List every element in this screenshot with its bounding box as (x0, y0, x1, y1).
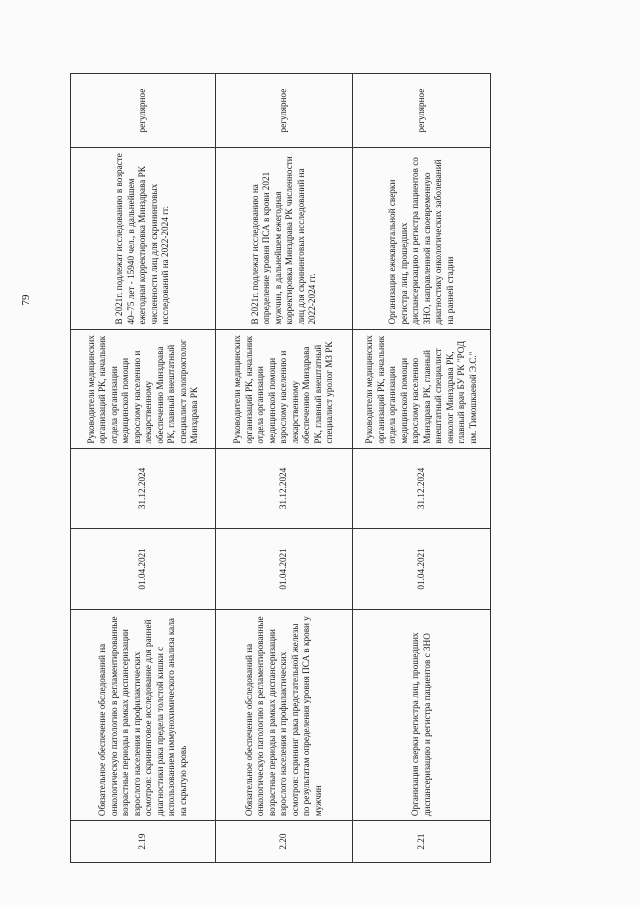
page-number: 79 (20, 294, 32, 306)
task-cell: Обязательное обеспечение обследований на онкологическую патологию в регламентированные возрастные периоды в рамках диспансеризации взрослого населения и профилактических осмотров: скрининг рака предстательной железы по результатам определения уровня ПСА в крови у мужчин (216, 609, 353, 820)
table-row (71, 74, 216, 863)
task-cell: Обязательное обеспечение обследований на онкологическую патологию в регламентированные возрастные периоды в рамках диспансеризации взрослого населения и профилактических осмотров: скрининговое исследование для ранней диагностики рака предела толстой кишки с использованием иммунохимического анализа кала на скрытую кровь (71, 609, 216, 820)
periodicity-cell: регулярное (353, 74, 491, 148)
start-date-cell: 01.04.2021 (71, 529, 216, 610)
indicator-cell: В 2021г. подлежат исследованию в возрасте 40–75 лет - 15940 чел., в дальнейшем ежегодная корректировка Минздрава РК численности лиц для скрининговых исследований на 2022-2024 гг. (71, 148, 216, 329)
indicator-cell: Организация ежеквартальной сверки регистра лиц, прошедших диспансеризацию и регистра пациентов со ЗНО, направленной на своевременную диагностику онкологических заболеваний на ранней стадии (353, 148, 491, 329)
row-number: 2.21 (353, 821, 491, 863)
end-date-cell: 31.12.2024 (71, 448, 216, 529)
responsible-cell: Руководители медицинских организаций РК, начальник отдела организации медицинской помощи взрослому населению и лекарственному обеспечению Минздрава РК, главный внештатный специалист колопроктолог Минздрава РК (71, 329, 216, 448)
responsible-cell: Руководители медицинских организаций РК, начальник отдела организации медицинской помощи взрослому населению Минздрава РК, главный внештатный специалист онколог Минздрава РК, главный врач БУ РК "РОД им. Тимошкаевой Э.С." (353, 329, 491, 448)
responsible-cell: Руководители медицинских организаций РК, начальник отдела организации медицинской помощи взрослому населению и лекарственному обеспечению Минздрава РК, главный внештатный специалист уролог МЗ РК (216, 329, 353, 448)
row-number: 2.19 (71, 821, 216, 863)
periodicity-cell: регулярное (216, 74, 353, 148)
end-date-cell: 31.12.2024 (353, 448, 491, 529)
periodicity-cell: регулярное (71, 74, 216, 148)
start-date-cell: 01.04.2021 (353, 529, 491, 610)
table-row (353, 74, 491, 863)
end-date-cell: 31.12.2024 (216, 448, 353, 529)
start-date-cell: 01.04.2021 (216, 529, 353, 610)
activities-table (70, 73, 491, 863)
table-row (216, 74, 353, 863)
indicator-cell: В 2021г. подлежат исследованию на определение уровня ПСА в крови 2021 мужчин, в дальнейшем ежегодная корректировка Минздрава РК численности лиц для скрининговых исследований на 2022-2024 гг. (216, 148, 353, 329)
task-cell: Организация сверки регистра лиц, прошедших диспансеризацию и регистра пациентов с ЗНО (353, 609, 491, 820)
row-number: 2.20 (216, 821, 353, 863)
